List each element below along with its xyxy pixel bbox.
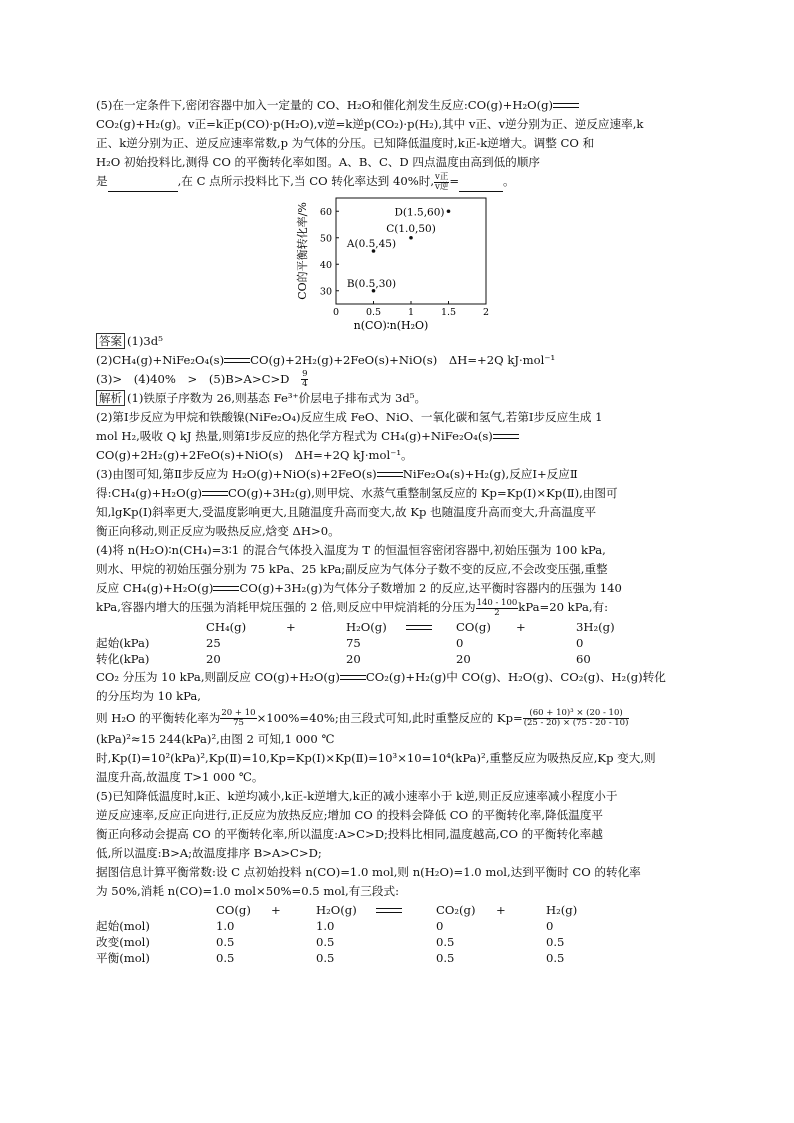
analysis-line: 时,Kp(Ⅰ)=10²(kPa)²,Kp(Ⅱ)=10,Kp=Kp(Ⅰ)×Kp(Ⅱ)=10³×10=10⁴(kPa)²,重整反应为吸热反应,Kp 变大,则 (96, 750, 656, 765)
analysis-line: kPa,容器内增大的压强为消耗甲烷压强的 2 倍,则反应中甲烷消耗的分压为 $\frac{140 - 100}{2}$ kPa=20 kPa,有: (96, 597, 609, 618)
x-tick-label: 2 (482, 306, 490, 318)
analysis-line: (4)将 n(H₂O)∶n(CH₄)=3∶1 的混合气体投入温度为 T 的恒温恒容密闭容器中,初始压强为 100 kPa, (96, 543, 606, 557)
rate-ratio: $\frac{\text{v正}}{\text{v逆}}$ (435, 171, 449, 192)
analysis-line: 知,lgKp(Ⅰ)斜率更大,受温度影响更大,且随温度升高而变大,故 Kp 也随温度升高而变大,升高温度平 (96, 505, 597, 519)
x-tick-label: 1 (407, 306, 415, 318)
conversion-fraction: $\frac{20 + 10}{75}$ (221, 708, 256, 728)
analysis-line: CO(g)+2H₂(g)+2FeO(s)+NiO(s) ΔH=+2Q kJ·mol⁻¹。 (96, 448, 413, 462)
x-axis-label: n(CO)∶n(H₂O) (353, 318, 429, 332)
answer-fraction: $\frac{9}{4}$ (302, 369, 308, 389)
answer-tag: 答案 (96, 333, 125, 349)
point-label: D(1.5,60) (394, 205, 445, 218)
question-line: 是 ,在 C 点所示投料比下,当 CO 转化率达到 40%时, $\frac{\text{v正}}{\text{v逆}}$ = 。 (96, 171, 515, 192)
analysis-line: 低,所以温度:B>A;故温度排序 B>A>C>D; (96, 845, 322, 860)
point-label: C(1.0,50) (386, 222, 436, 235)
y-tick-label: 30 (319, 285, 332, 297)
table-row: CO(g) + H₂O(g) CO₂(g) + H₂(g) (216, 902, 578, 917)
analysis-line: (2)第Ⅰ步反应为甲烷和铁酸镍(NiFe₂O₄)反应生成 FeO、NiO、一氧化碳和氢气,若第Ⅰ步反应生成 1 (96, 410, 603, 424)
answer-blank (459, 177, 503, 192)
equilibrium-arrow-icon (376, 906, 402, 916)
table-row: 平衡(mol) 0.5 0.5 0.5 0.5 (96, 950, 565, 965)
equals-arrow-icon (377, 470, 403, 480)
point-label: B(0.5,30) (346, 277, 397, 290)
three-stage-table (96, 902, 606, 966)
data-point (447, 209, 451, 213)
y-axis-label: CO的平衡转化率/% (296, 201, 309, 300)
analysis-line: 反应 CH₄(g)+H₂O(g) CO(g)+3H₂(g)为气体分子数增加 2 的反应,达平衡时容器内的压强为 140 (96, 581, 622, 595)
analysis-line: 温度升高,故温度 T>1 000 ℃。 (96, 769, 264, 784)
point-label: A(0.5,45) (346, 237, 397, 250)
three-stage-table (96, 619, 636, 667)
table-row: CH₄(g) + H₂O(g) CO(g) + 3H₂(g) (206, 619, 615, 634)
y-tick-label: 40 (319, 259, 332, 271)
table-row: 起始(kPa) 25 75 0 0 (96, 635, 584, 650)
data-point (409, 235, 413, 239)
analysis-line: (3)由图可知,第Ⅱ步反应为 H₂O(g)+NiO(s)+2FeO(s) NiFe₂O₄(s)+H₂(g),反应Ⅰ+反应Ⅱ (96, 467, 578, 481)
equilibrium-arrow-icon (340, 673, 366, 683)
equals-arrow-icon (213, 584, 239, 594)
analysis-line: CO₂ 分压为 10 kPa,则副反应 CO(g)+H₂O(g) CO₂(g)+H₂(g)中 CO(g)、H₂O(g)、CO₂(g)、H₂(g)转化 (96, 669, 666, 684)
analysis-line: 则 H₂O 的平衡转化率为 $\frac{20 + 10}{75}$ ×100%=40%;由三段式可知,此时重整反应的 Kp= $\frac{\text{(60 + 10)³ × (20 - 10)}}{(25 - 20) \times (75 - 20 - 10)}$ (96, 708, 629, 728)
answer-line: (2)CH₄(g)+NiFe₂O₄(s) CO(g)+2H₂(g)+2FeO(s)+NiO(s) ΔH=+2Q kJ·mol⁻¹ (96, 352, 556, 367)
question-line: 正、k逆分别为正、逆反应速率常数,p 为气体的分压。已知降低温度时,k正-k逆增大。调整 CO 和 (96, 136, 595, 150)
answer-blank (108, 177, 178, 192)
question-line: (5)在一定条件下,密闭容器中加入一定量的 CO、H₂O和催化剂发生反应:CO(g)+H₂O(g) (96, 96, 696, 115)
equals-arrow-icon (493, 432, 519, 442)
equilibrium-arrow-icon (553, 101, 579, 111)
x-tick-label: 0 (332, 306, 340, 318)
scatter-chart (96, 192, 696, 332)
question-line: H₂O 初始投料比,测得 CO 的平衡转化率如图。A、B、C、D 四点温度由高到低的顺序 (96, 155, 540, 169)
equilibrium-arrow-icon (406, 623, 432, 633)
analysis-line: 的分压均为 10 kPa, (96, 688, 201, 703)
analysis-line: 解析 (1)铁原子序数为 26,则基态 Fe³⁺价层电子排布式为 3d⁵。 (96, 389, 696, 408)
x-tick-label: 1.5 (440, 306, 457, 318)
analysis-line: 为 50%,消耗 n(CO)=1.0 mol×50%=0.5 mol,有三段式: (96, 883, 399, 898)
analysis-line: mol H₂,吸收 Q kJ 热量,则第Ⅰ步反应的热化学方程式为 CH₄(g)+NiFe₂O₄(s) (96, 427, 696, 446)
x-tick-label: 0.5 (365, 306, 382, 318)
table-row: 起始(mol) 1.0 1.0 0 0 (96, 918, 554, 933)
analysis-line: (kPa)²≈15 244(kPa)²,由图 2 可知,1 000 ℃ (96, 731, 335, 746)
conversion-chart (96, 192, 696, 332)
answer-line: 答案 (1)3d⁵ (96, 332, 696, 351)
analysis-line: 逆反应速率,反应正向进行,正反应为放热反应;增加 CO 的投料会降低 CO 的平衡转化率,降低温度平 (96, 807, 604, 822)
equals-arrow-icon (202, 489, 228, 499)
answer-line: (3)> (4)40% > (5)B>A>C>D $\frac{9}{4}$ (96, 369, 308, 389)
analysis-line: (5)已知降低温度时,k正、k逆均减小,k正-k逆增大,k正的减小速率小于 k逆,则正反应速率减小程度小于 (96, 788, 618, 803)
document-page (96, 96, 696, 967)
question-line: CO₂(g)+H₂(g)。v正=k正p(CO)·p(H₂O),v逆=k逆p(CO₂)·p(H₂),其中 v正、v逆分别为正、逆反应速率,k (96, 117, 644, 131)
y-tick-label: 60 (319, 206, 332, 218)
table-row: 改变(mol) 0.5 0.5 0.5 0.5 (96, 934, 565, 949)
kp-fraction: $\frac{\text{(60 + 10)³ × (20 - 10)}}{(25 - 20) \times (75 - 20 - 10)}$ (523, 708, 629, 728)
analysis-line: 则水、甲烷的初始压强分别为 75 kPa、25 kPa;副反应为气体分子数不变的反应,不会改变压强,重整 (96, 562, 608, 576)
y-tick-label: 50 (319, 232, 332, 244)
analysis-line: 衡正向移动,则正反应为吸热反应,焓变 ΔH>0。 (96, 524, 340, 538)
analysis-line: 据图信息计算平衡常数:设 C 点初始投料 n(CO)=1.0 mol,则 n(H₂O)=1.0 mol,达到平衡时 CO 的转化率 (96, 864, 641, 879)
table-row: 转化(kPa) 20 20 20 60 (96, 651, 591, 666)
equals-arrow-icon (224, 356, 250, 366)
analysis-tag: 解析 (96, 390, 125, 406)
analysis-line: 得:CH₄(g)+H₂O(g) CO(g)+3H₂(g),则甲烷、水蒸气重整制氢反应的 Kp=Kp(Ⅰ)×Kp(Ⅱ),由图可 (96, 486, 618, 500)
analysis-line: 衡正向移动会提高 CO 的平衡转化率,所以温度:A>C>D;投料比相同,温度越高,CO 的平衡转化率越 (96, 826, 603, 841)
pressure-fraction: $\frac{140 - 100}{2}$ (476, 597, 518, 618)
